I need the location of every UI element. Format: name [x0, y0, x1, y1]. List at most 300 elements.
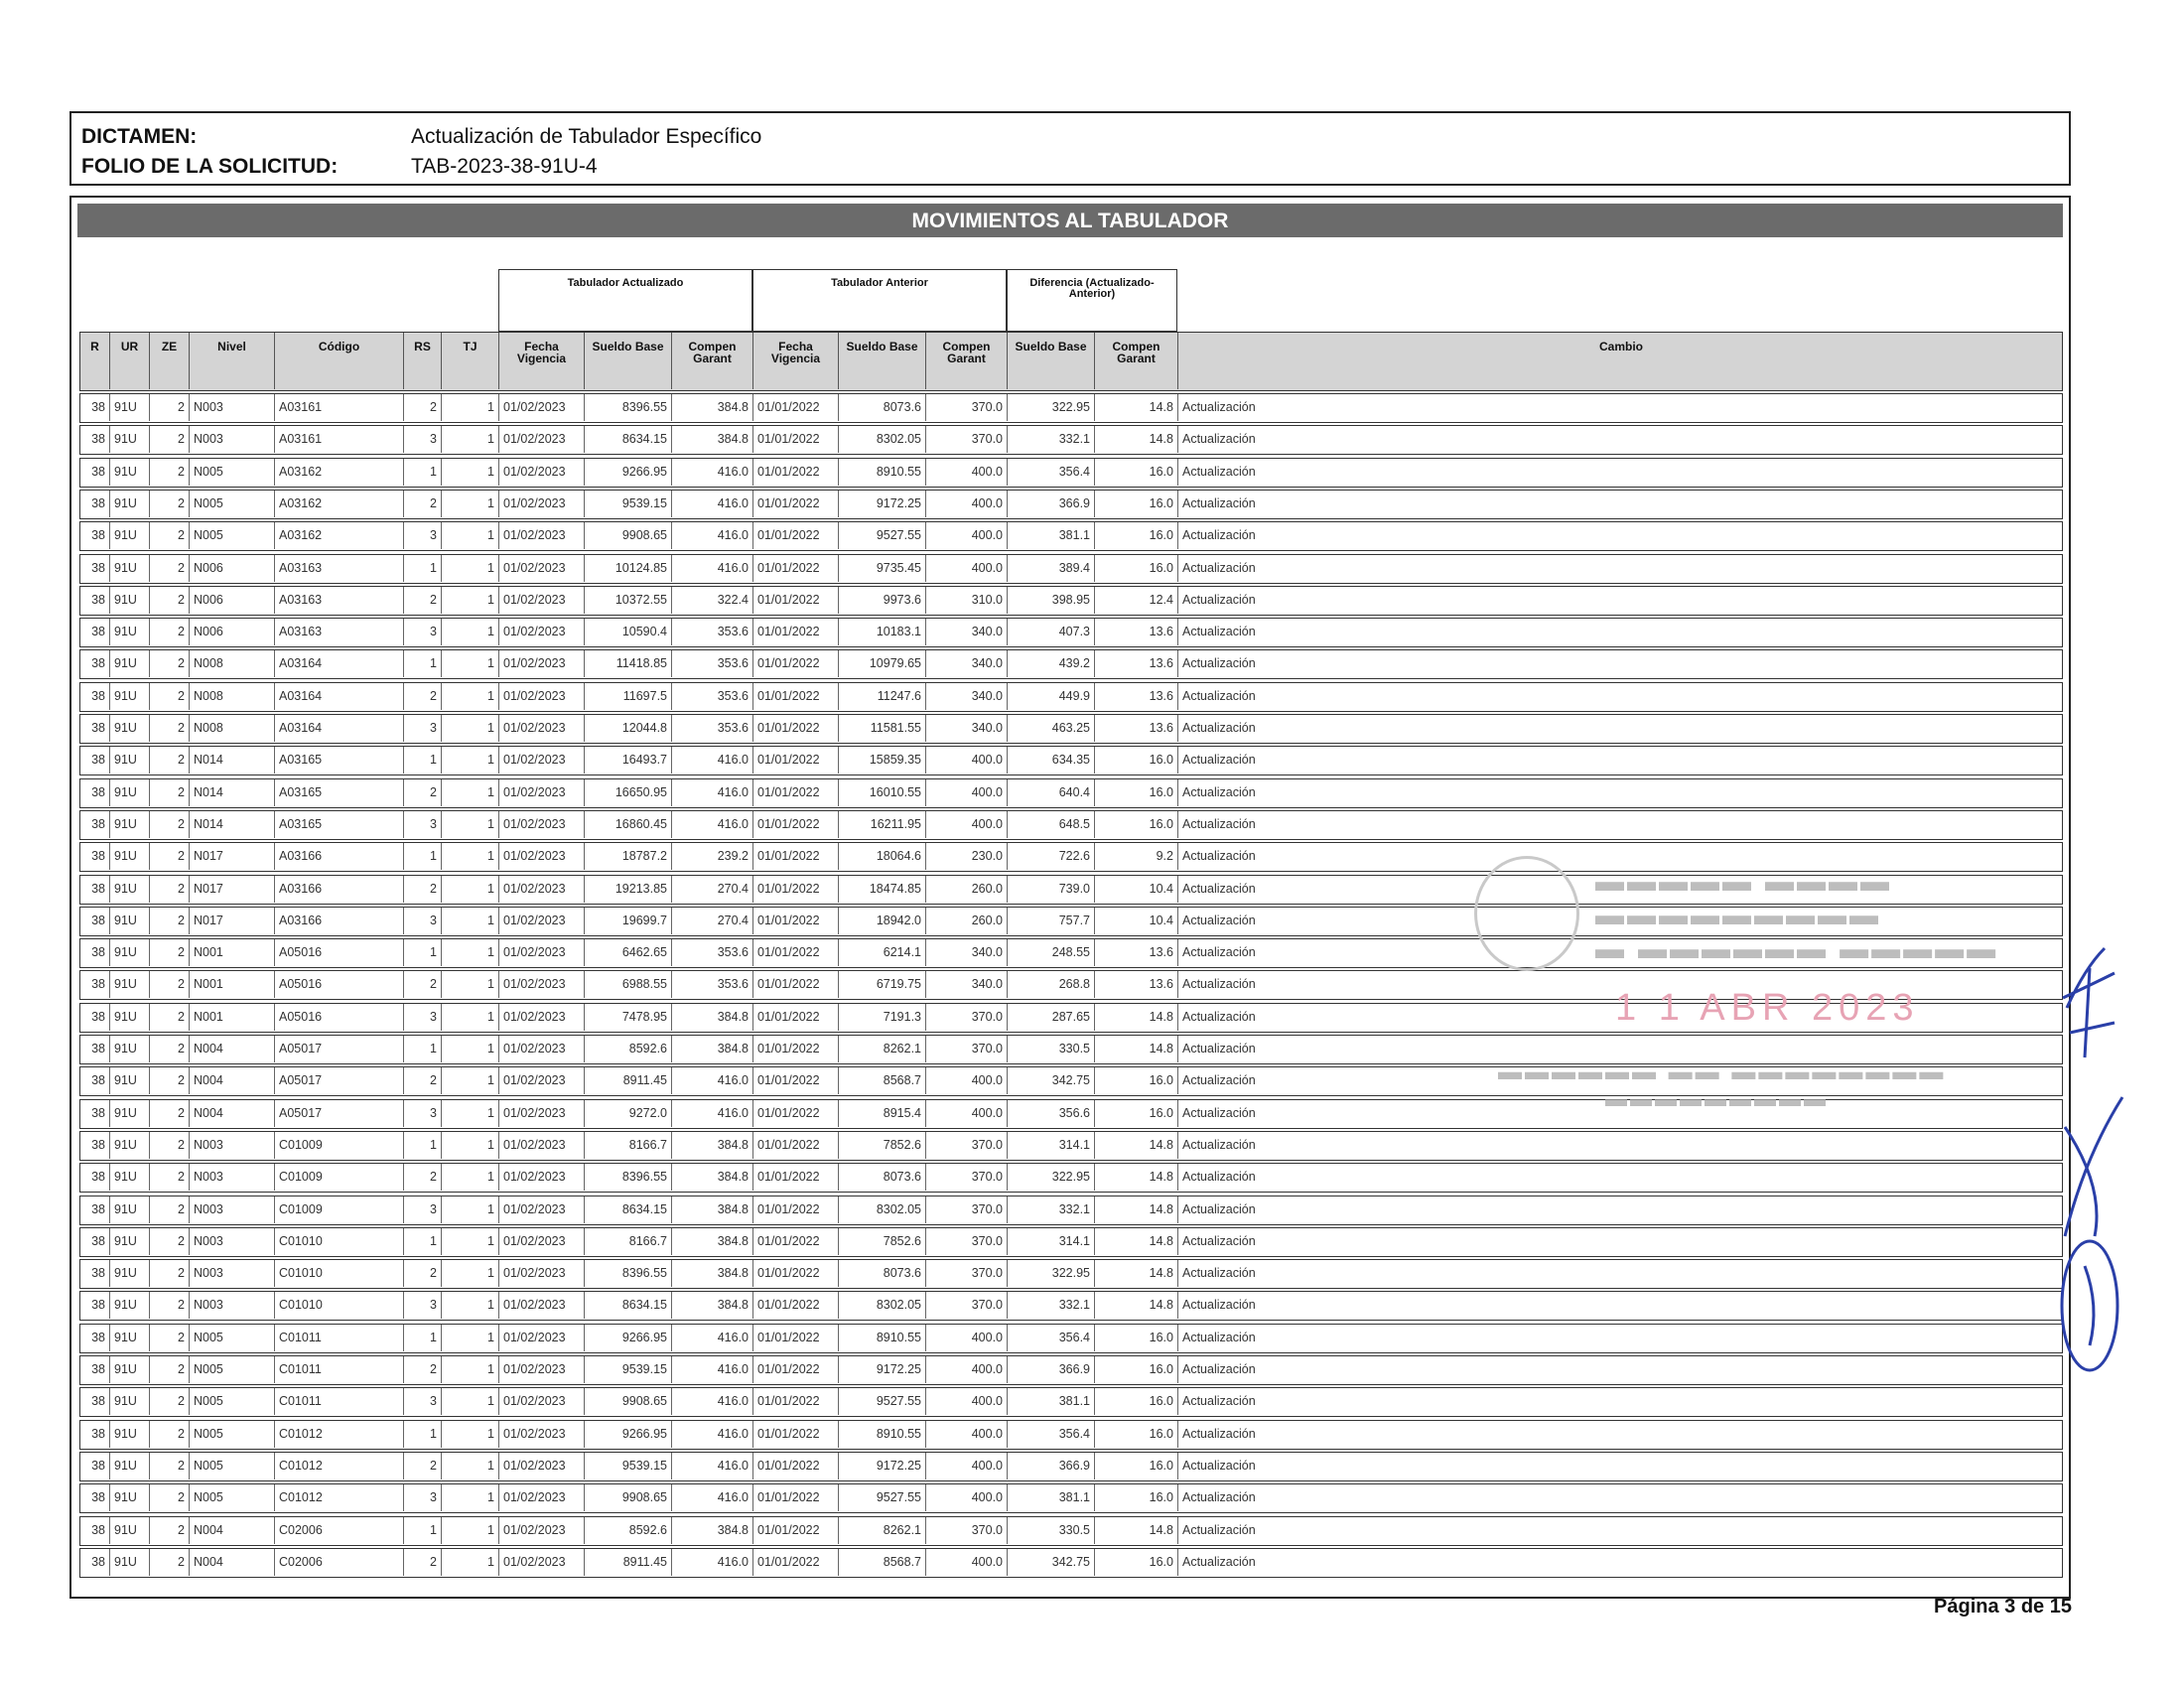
cell-sueldo-ant: 6214.1	[839, 939, 926, 966]
cell-ze: 2	[150, 555, 190, 582]
col-header-tj: TJ	[442, 333, 499, 389]
cell-ur: 91U	[110, 779, 150, 806]
cell-compen-ant: 370.0	[926, 1260, 1008, 1287]
cell-sueldo-dif: 381.1	[1008, 1484, 1095, 1511]
group-header-diferencia: Diferencia (Actualizado-Anterior)	[1007, 269, 1177, 332]
table-row	[79, 618, 2063, 647]
cell-sueldo-ant: 10979.65	[839, 650, 926, 677]
cell-ze: 2	[150, 587, 190, 614]
cell-r: 38	[80, 555, 110, 582]
cell-tj: 1	[442, 1004, 499, 1031]
cell-ze: 2	[150, 1164, 190, 1191]
cell-compen-act: 353.6	[672, 650, 753, 677]
cell-cambio: Actualización	[1182, 1233, 1256, 1248]
cell-compen-ant: 400.0	[926, 1421, 1008, 1448]
cell-sueldo-dif: 356.4	[1008, 459, 1095, 486]
cell-tj: 1	[442, 1036, 499, 1062]
cell-codigo: A03161	[275, 394, 404, 421]
cell-compen-ant: 340.0	[926, 971, 1008, 998]
cell-tj: 1	[442, 1164, 499, 1191]
cell-cambio: Actualización	[1182, 1554, 1256, 1569]
cell-codigo: A05017	[275, 1036, 404, 1062]
cell-cambio: Actualización	[1182, 1266, 1256, 1281]
cell-codigo: A03162	[275, 491, 404, 517]
cell-r: 38	[80, 1549, 110, 1576]
cell-sueldo-ant: 8073.6	[839, 394, 926, 421]
cell-sueldo-ant: 7852.6	[839, 1132, 926, 1159]
cell-ur: 91U	[110, 1260, 150, 1287]
cell-r: 38	[80, 939, 110, 966]
cell-rs: 3	[404, 908, 442, 934]
document-header	[69, 111, 2071, 186]
movements-table-panel	[69, 196, 2071, 1599]
cell-rs: 2	[404, 1164, 442, 1191]
cell-rs: 1	[404, 1421, 442, 1448]
cell-compen-ant: 370.0	[926, 1517, 1008, 1544]
cell-sueldo-act: 16860.45	[585, 811, 672, 838]
cell-cambio: Actualización	[1182, 1042, 1256, 1055]
cell-sueldo-act: 9266.95	[585, 1325, 672, 1351]
cell-compen-ant: 400.0	[926, 1067, 1008, 1094]
cell-fecha-act: 01/02/2023	[499, 1292, 585, 1319]
cell-fecha-act: 01/02/2023	[499, 747, 585, 774]
cell-cambio: Actualización	[1182, 1330, 1256, 1344]
cell-nivel: N003	[190, 1292, 275, 1319]
cell-sueldo-ant: 18474.85	[839, 876, 926, 903]
cell-cambio: Actualización	[1182, 753, 1256, 768]
cell-cambio: Actualización	[1182, 1009, 1256, 1024]
cell-fecha-ant: 01/01/2022	[753, 779, 839, 806]
cell-ur: 91U	[110, 811, 150, 838]
table-row	[79, 1324, 2063, 1353]
cell-ze: 2	[150, 394, 190, 421]
cell-sueldo-dif: 314.1	[1008, 1228, 1095, 1255]
cell-fecha-act: 01/02/2023	[499, 1164, 585, 1191]
cell-fecha-ant: 01/01/2022	[753, 939, 839, 966]
cell-nivel: N005	[190, 459, 275, 486]
cell-compen-ant: 400.0	[926, 1388, 1008, 1415]
cell-fecha-ant: 01/01/2022	[753, 1260, 839, 1287]
cell-r: 38	[80, 650, 110, 677]
cell-codigo: C01010	[275, 1292, 404, 1319]
col-header-ur: UR	[110, 333, 150, 389]
cell-nivel: N014	[190, 747, 275, 774]
cell-rs: 3	[404, 1484, 442, 1511]
cell-compen-ant: 370.0	[926, 1004, 1008, 1031]
cell-compen-dif: 16.0	[1095, 1067, 1178, 1094]
cell-compen-act: 384.8	[672, 1132, 753, 1159]
cell-ur: 91U	[110, 1388, 150, 1415]
col-header-sueldo-act: Sueldo Base	[585, 333, 672, 389]
cell-sueldo-ant: 8568.7	[839, 1067, 926, 1094]
cell-fecha-ant: 01/01/2022	[753, 683, 839, 710]
cell-compen-ant: 370.0	[926, 1228, 1008, 1255]
cell-ur: 91U	[110, 715, 150, 742]
table-row	[79, 714, 2063, 744]
cell-ze: 2	[150, 1196, 190, 1223]
cell-r: 38	[80, 1164, 110, 1191]
cell-fecha-act: 01/02/2023	[499, 650, 585, 677]
cell-sueldo-act: 11418.85	[585, 650, 672, 677]
cell-codigo: A05016	[275, 971, 404, 998]
cell-fecha-act: 01/02/2023	[499, 1004, 585, 1031]
cell-fecha-ant: 01/01/2022	[753, 619, 839, 645]
cell-tj: 1	[442, 555, 499, 582]
cell-ur: 91U	[110, 1517, 150, 1544]
cell-fecha-act: 01/02/2023	[499, 587, 585, 614]
folio-value: TAB-2023-38-91U-4	[411, 155, 598, 178]
cell-compen-dif: 16.0	[1095, 491, 1178, 517]
cell-compen-dif: 14.8	[1095, 1228, 1178, 1255]
cell-ze: 2	[150, 747, 190, 774]
cell-r: 38	[80, 1388, 110, 1415]
cell-nivel: N003	[190, 394, 275, 421]
cell-compen-dif: 14.8	[1095, 1517, 1178, 1544]
cell-compen-act: 416.0	[672, 1356, 753, 1383]
cell-fecha-ant: 01/01/2022	[753, 1196, 839, 1223]
table-title: MOVIMIENTOS AL TABULADOR	[77, 204, 2063, 237]
cell-sueldo-act: 10590.4	[585, 619, 672, 645]
cell-codigo: A03165	[275, 779, 404, 806]
cell-ur: 91U	[110, 876, 150, 903]
cell-fecha-ant: 01/01/2022	[753, 1228, 839, 1255]
cell-fecha-act: 01/02/2023	[499, 619, 585, 645]
col-header-codigo: Código	[275, 333, 404, 389]
cell-fecha-act: 01/02/2023	[499, 908, 585, 934]
cell-sueldo-act: 9272.0	[585, 1100, 672, 1127]
cell-compen-dif: 14.8	[1095, 1260, 1178, 1287]
cell-rs: 2	[404, 491, 442, 517]
cell-compen-act: 384.8	[672, 394, 753, 421]
cell-r: 38	[80, 908, 110, 934]
cell-ur: 91U	[110, 522, 150, 549]
cell-compen-act: 270.4	[672, 876, 753, 903]
cell-rs: 3	[404, 1292, 442, 1319]
cell-sueldo-dif: 332.1	[1008, 426, 1095, 453]
cell-ur: 91U	[110, 1421, 150, 1448]
cell-sueldo-dif: 366.9	[1008, 1453, 1095, 1479]
cell-sueldo-dif: 757.7	[1008, 908, 1095, 934]
cell-fecha-ant: 01/01/2022	[753, 426, 839, 453]
cell-sueldo-dif: 332.1	[1008, 1196, 1095, 1223]
cell-compen-ant: 400.0	[926, 1356, 1008, 1383]
cell-cambio: Actualización	[1182, 816, 1256, 831]
cell-compen-ant: 400.0	[926, 779, 1008, 806]
cell-fecha-act: 01/02/2023	[499, 876, 585, 903]
cell-fecha-ant: 01/01/2022	[753, 650, 839, 677]
cell-tj: 1	[442, 587, 499, 614]
table-row	[79, 682, 2063, 712]
cell-fecha-act: 01/02/2023	[499, 1067, 585, 1094]
col-header-r: R	[80, 333, 110, 389]
cell-sueldo-act: 8592.6	[585, 1517, 672, 1544]
table-row	[79, 1196, 2063, 1225]
cell-sueldo-dif: 634.35	[1008, 747, 1095, 774]
dictamen-label: DICTAMEN:	[81, 125, 198, 148]
cell-nivel: N003	[190, 1228, 275, 1255]
cell-fecha-ant: 01/01/2022	[753, 1067, 839, 1094]
cell-codigo: C01009	[275, 1132, 404, 1159]
cell-cambio: Actualización	[1182, 977, 1256, 992]
cell-codigo: A05017	[275, 1100, 404, 1127]
cell-tj: 1	[442, 1228, 499, 1255]
cell-ur: 91U	[110, 683, 150, 710]
cell-ze: 2	[150, 908, 190, 934]
cell-fecha-ant: 01/01/2022	[753, 1484, 839, 1511]
table-row	[79, 393, 2063, 423]
cell-rs: 2	[404, 1356, 442, 1383]
dictamen-value: Actualización de Tabulador Específico	[411, 125, 762, 148]
cell-rs: 3	[404, 1004, 442, 1031]
cell-cambio: Actualización	[1182, 400, 1256, 414]
cell-tj: 1	[442, 939, 499, 966]
cell-fecha-act: 01/02/2023	[499, 1421, 585, 1448]
cell-ur: 91U	[110, 555, 150, 582]
cell-fecha-act: 01/02/2023	[499, 1100, 585, 1127]
cell-ur: 91U	[110, 1484, 150, 1511]
cell-sueldo-dif: 407.3	[1008, 619, 1095, 645]
cell-compen-act: 353.6	[672, 939, 753, 966]
cell-fecha-ant: 01/01/2022	[753, 1004, 839, 1031]
cell-rs: 2	[404, 683, 442, 710]
cell-sueldo-ant: 9527.55	[839, 522, 926, 549]
table-row	[79, 649, 2063, 679]
cell-sueldo-dif: 366.9	[1008, 491, 1095, 517]
group-header-anterior: Tabulador Anterior	[752, 269, 1007, 332]
table-row	[79, 1291, 2063, 1321]
cell-nivel: N005	[190, 491, 275, 517]
cell-compen-dif: 14.8	[1095, 1004, 1178, 1031]
cell-tj: 1	[442, 715, 499, 742]
cell-nivel: N017	[190, 876, 275, 903]
cell-rs: 3	[404, 619, 442, 645]
cell-r: 38	[80, 1196, 110, 1223]
cell-ur: 91U	[110, 1228, 150, 1255]
cell-compen-dif: 16.0	[1095, 522, 1178, 549]
cell-rs: 3	[404, 1388, 442, 1415]
cell-compen-act: 384.8	[672, 1164, 753, 1191]
cell-fecha-act: 01/02/2023	[499, 1453, 585, 1479]
cell-ze: 2	[150, 683, 190, 710]
cell-ur: 91U	[110, 1004, 150, 1031]
cell-sueldo-act: 9539.15	[585, 1453, 672, 1479]
cell-compen-dif: 16.0	[1095, 1388, 1178, 1415]
cell-sueldo-dif: 248.55	[1008, 939, 1095, 966]
cell-compen-dif: 16.0	[1095, 811, 1178, 838]
cell-cambio: Actualización	[1182, 1201, 1256, 1216]
cell-compen-ant: 400.0	[926, 1484, 1008, 1511]
cell-ze: 2	[150, 522, 190, 549]
table-row	[79, 1516, 2063, 1546]
cell-fecha-ant: 01/01/2022	[753, 522, 839, 549]
cell-fecha-ant: 01/01/2022	[753, 1164, 839, 1191]
cell-compen-ant: 260.0	[926, 876, 1008, 903]
cell-cambio: Actualización	[1182, 1458, 1256, 1473]
stamp-date: 1 1 ABR 2023	[1615, 987, 1920, 1029]
cell-codigo: A03163	[275, 587, 404, 614]
cell-cambio: Actualización	[1182, 592, 1256, 607]
cell-compen-act: 416.0	[672, 1325, 753, 1351]
cell-sueldo-ant: 9172.25	[839, 1453, 926, 1479]
cell-compen-ant: 370.0	[926, 1196, 1008, 1223]
cell-fecha-ant: 01/01/2022	[753, 715, 839, 742]
cell-ze: 2	[150, 939, 190, 966]
cell-sueldo-ant: 9735.45	[839, 555, 926, 582]
cell-codigo: A03166	[275, 843, 404, 870]
cell-sueldo-ant: 11581.55	[839, 715, 926, 742]
cell-sueldo-ant: 8915.4	[839, 1100, 926, 1127]
cell-nivel: N004	[190, 1036, 275, 1062]
cell-r: 38	[80, 1260, 110, 1287]
stamp-line: ▬▬▬▬▬ ▬▬▬▬	[1595, 866, 1893, 898]
col-header-fecha-act: Fecha Vigencia	[499, 333, 585, 389]
cell-compen-act: 416.0	[672, 555, 753, 582]
cell-ze: 2	[150, 650, 190, 677]
cell-sueldo-ant: 8910.55	[839, 1421, 926, 1448]
cell-cambio: Actualización	[1182, 432, 1256, 447]
cell-compen-dif: 9.2	[1095, 843, 1178, 870]
cell-ze: 2	[150, 1292, 190, 1319]
cell-rs: 2	[404, 1067, 442, 1094]
cell-compen-dif: 16.0	[1095, 1484, 1178, 1511]
cell-compen-ant: 340.0	[926, 619, 1008, 645]
cell-compen-dif: 14.8	[1095, 1132, 1178, 1159]
cell-fecha-ant: 01/01/2022	[753, 971, 839, 998]
cell-rs: 2	[404, 971, 442, 998]
cell-fecha-ant: 01/01/2022	[753, 1388, 839, 1415]
cell-codigo: A03164	[275, 715, 404, 742]
cell-fecha-ant: 01/01/2022	[753, 1453, 839, 1479]
cell-compen-ant: 400.0	[926, 459, 1008, 486]
cell-codigo: C01009	[275, 1164, 404, 1191]
cell-tj: 1	[442, 1517, 499, 1544]
cell-compen-dif: 13.6	[1095, 683, 1178, 710]
stamp-line: ▬▬▬▬▬▬▬▬▬	[1595, 900, 1881, 931]
folio-label: FOLIO DE LA SOLICITUD:	[81, 155, 339, 178]
cell-fecha-ant: 01/01/2022	[753, 843, 839, 870]
cell-sueldo-dif: 322.95	[1008, 1164, 1095, 1191]
cell-r: 38	[80, 747, 110, 774]
cell-sueldo-dif: 648.5	[1008, 811, 1095, 838]
cell-codigo: C01012	[275, 1421, 404, 1448]
cell-sueldo-act: 16493.7	[585, 747, 672, 774]
cell-sueldo-act: 12044.8	[585, 715, 672, 742]
cell-rs: 1	[404, 1036, 442, 1062]
cell-compen-ant: 370.0	[926, 1164, 1008, 1191]
cell-ur: 91U	[110, 1453, 150, 1479]
cell-rs: 1	[404, 1132, 442, 1159]
cell-ur: 91U	[110, 394, 150, 421]
cell-rs: 1	[404, 1517, 442, 1544]
cell-sueldo-dif: 463.25	[1008, 715, 1095, 742]
cell-r: 38	[80, 683, 110, 710]
cell-sueldo-dif: 332.1	[1008, 1292, 1095, 1319]
cell-compen-dif: 16.0	[1095, 1453, 1178, 1479]
cell-sueldo-ant: 11247.6	[839, 683, 926, 710]
cell-sueldo-ant: 8302.05	[839, 1196, 926, 1223]
cell-compen-dif: 13.6	[1095, 939, 1178, 966]
cell-codigo: C01010	[275, 1228, 404, 1255]
cell-compen-act: 416.0	[672, 491, 753, 517]
cell-tj: 1	[442, 1388, 499, 1415]
cell-nivel: N008	[190, 715, 275, 742]
table-row	[79, 746, 2063, 775]
cell-ur: 91U	[110, 1100, 150, 1127]
cell-r: 38	[80, 843, 110, 870]
cell-codigo: C01009	[275, 1196, 404, 1223]
cell-compen-ant: 370.0	[926, 426, 1008, 453]
cell-cambio: Actualización	[1182, 945, 1256, 960]
cell-r: 38	[80, 1421, 110, 1448]
cell-compen-act: 384.8	[672, 426, 753, 453]
cell-sueldo-dif: 342.75	[1008, 1549, 1095, 1576]
cell-compen-act: 416.0	[672, 1453, 753, 1479]
cell-codigo: A03164	[275, 683, 404, 710]
cell-sueldo-dif: 356.6	[1008, 1100, 1095, 1127]
cell-compen-ant: 400.0	[926, 811, 1008, 838]
cell-rs: 1	[404, 939, 442, 966]
cell-sueldo-ant: 9527.55	[839, 1484, 926, 1511]
cell-compen-ant: 340.0	[926, 683, 1008, 710]
cell-compen-dif: 16.0	[1095, 747, 1178, 774]
cell-sueldo-act: 19699.7	[585, 908, 672, 934]
cell-fecha-act: 01/02/2023	[499, 394, 585, 421]
cell-rs: 1	[404, 843, 442, 870]
cell-compen-dif: 16.0	[1095, 1100, 1178, 1127]
cell-sueldo-ant: 18942.0	[839, 908, 926, 934]
cell-tj: 1	[442, 1132, 499, 1159]
cell-nivel: N004	[190, 1517, 275, 1544]
cell-ur: 91U	[110, 843, 150, 870]
cell-compen-dif: 16.0	[1095, 1325, 1178, 1351]
cell-tj: 1	[442, 394, 499, 421]
cell-fecha-act: 01/02/2023	[499, 1356, 585, 1383]
cell-sueldo-dif: 640.4	[1008, 779, 1095, 806]
cell-nivel: N005	[190, 1388, 275, 1415]
cell-ze: 2	[150, 1132, 190, 1159]
cell-ur: 91U	[110, 619, 150, 645]
cell-ur: 91U	[110, 1132, 150, 1159]
cell-ur: 91U	[110, 1196, 150, 1223]
cell-compen-ant: 340.0	[926, 715, 1008, 742]
cell-nivel: N006	[190, 619, 275, 645]
col-header-compen-dif: Compen Garant	[1095, 333, 1178, 389]
col-header-compen-ant: Compen Garant	[926, 333, 1008, 389]
cell-nivel: N008	[190, 683, 275, 710]
col-header-rs: RS	[404, 333, 442, 389]
stamp-line: ▬ ▬▬▬▬▬▬ ▬▬▬▬▬	[1595, 933, 1999, 965]
cell-sueldo-act: 9539.15	[585, 1356, 672, 1383]
cell-compen-act: 384.8	[672, 1036, 753, 1062]
col-header-sueldo-ant: Sueldo Base	[839, 333, 926, 389]
handwritten-signature	[2045, 928, 2154, 1385]
cell-r: 38	[80, 522, 110, 549]
cell-compen-ant: 400.0	[926, 747, 1008, 774]
table-row	[79, 1227, 2063, 1257]
cell-compen-act: 384.8	[672, 1196, 753, 1223]
cell-cambio: Actualización	[1182, 495, 1256, 510]
cell-compen-act: 416.0	[672, 522, 753, 549]
cell-ur: 91U	[110, 1067, 150, 1094]
cell-compen-dif: 13.6	[1095, 619, 1178, 645]
cell-sueldo-ant: 16010.55	[839, 779, 926, 806]
cell-rs: 3	[404, 426, 442, 453]
cell-compen-dif: 13.6	[1095, 971, 1178, 998]
cell-rs: 3	[404, 1196, 442, 1223]
cell-tj: 1	[442, 522, 499, 549]
cell-sueldo-dif: 439.2	[1008, 650, 1095, 677]
cell-nivel: N006	[190, 587, 275, 614]
